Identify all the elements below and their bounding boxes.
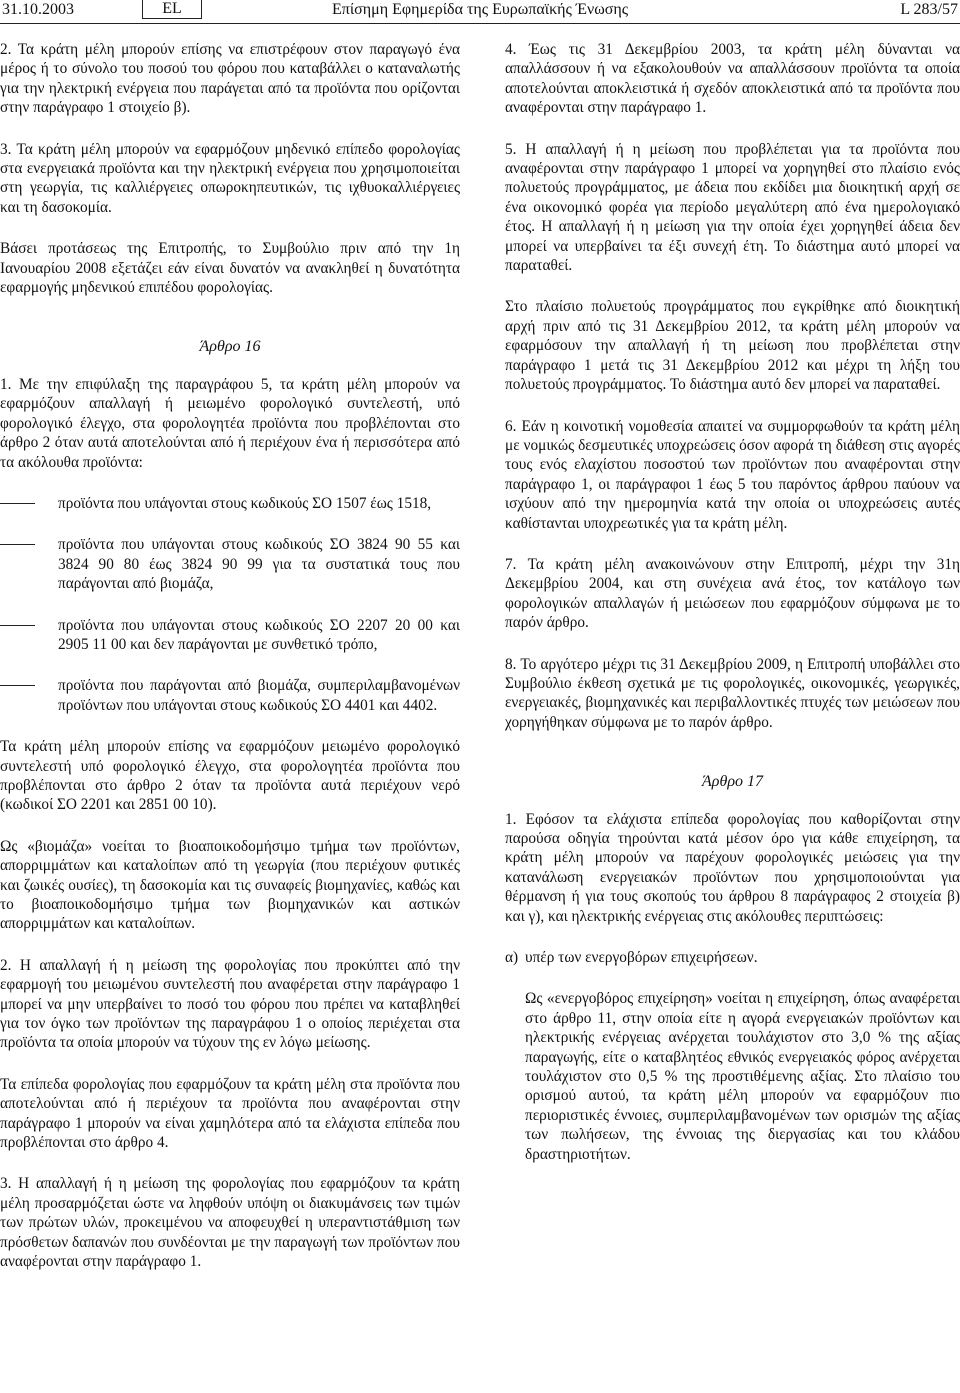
page-number: L 283/57 — [900, 1, 958, 18]
left-column — [0, 40, 460, 1294]
paragraph: 6. Εάν η κοινοτική νομοθεσία απαιτεί να συμμορφωθούν τα κράτη μέλη με νομικώς δεσμευτικές υποχρεώσεις όσον αφορά τη διάθεση στις αγορές τους ενός ελαχίστου ποσοστού των προϊόντων που αναφέρονται στην παράγραφο 1, οι παράγραφοι 1 έως 5 του παρόντος άρθρου παύουν να ισχύουν από την ημερομηνία κατά την οποία οι υποχρεώσεις αυτές καθίστανται υποχρεωτικές για τα κράτη μέλη. — [505, 417, 960, 532]
dash-list-item — [0, 676, 460, 715]
article-heading: Άρθρο 17 — [702, 773, 763, 791]
paragraph: Βάσει προτάσεως της Επιτροπής, το Συμβούλιο πριν από την 1η Ιανουαρίου 2008 εξετάζει εάν είναι δυνατόν να ανακληθεί η δυνατότητα εφαρμογής μηδενικού επιπέδου φορολογίας. — [0, 240, 460, 297]
right-column — [505, 40, 960, 1186]
paragraph: 1. Με την επιφύλαξη της παραγράφου 5, τα κράτη μέλη μπορούν να εφαρμόζουν απαλλαγή ή μειωμένο φορολογικό συντελεστή, υπό φορολογικό έλεγχο, στα φορολογητέα προϊόντα που προβλέπονται στο άρθρο 2 όταν αυτά αποτελούνται από ή περιέχουν ένα ή περισσότερα από τα ακόλουθα προϊόντα: — [0, 375, 460, 471]
journal-title: Επίσημη Εφημερίδα της Ευρωπαϊκής Ένωσης — [332, 1, 629, 18]
paragraph: 1. Εφόσον τα ελάχιστα επίπεδα φορολογίας που καθορίζονται στην παρούσα οδηγία τηρούνται κατά μέσον όρο για κάθε επιχείρηση, τα κράτη μέλη μπορούν να παρέχουν φορολογικές μειώσεις για την κατανάλωση ενεργειακών προϊόντων που χρησιμοποιούνται για θέρμανση ή για τους σκοπούς του άρθρου 8 παράγραφος 2 στοιχεία β) και γ), και ηλεκτρικής ενέργειας στις ακόλουθες περιπτώσεις: — [505, 810, 960, 925]
dash-list-item — [0, 616, 460, 655]
paragraph: 2. Η απαλλαγή ή η μείωση της φορολογίας που προκύπτει από την εφαρμογή του μειωμένου συντελεστή που αναφέρεται στην παράγραφο 1 μπορεί να μην υπερβαίνει το ποσό του φόρου που πρέπει να καταβληθεί για τον όγκο των προϊόντων της παραγράφου 1 ο οποίος περιέχεται στα προϊόντα τα οποία μπορούν να τύχουν της εν λόγω μείωσης. — [0, 956, 460, 1052]
list-item-text: προϊόντα που υπάγονται στους κωδικούς ΣΟ 1507 έως 1518, — [58, 494, 432, 512]
dash-mark — [0, 544, 35, 545]
page-header — [0, 0, 960, 22]
paragraph: 7. Τα κράτη μέλη ανακοινώνουν στην Επιτροπή, μέχρι την 31η Δεκεμβρίου 2004, και στη συνέχεια ανά έτος, τον κατάλογο των φορολογικών απαλλαγών ή μειώσεων που εφαρμόζουν σύμφωνα με το παρόν άρθρο. — [505, 555, 960, 632]
paragraph: 3. Τα κράτη μέλη μπορούν να εφαρμόζουν μηδενικό επίπεδο φορολογίας στα ενεργειακά προϊόντα και την ηλεκτρική ενέργεια που χρησιμοποιείται στη γεωργία, τις καλλιέργειες οπωροκηπευτικών, τις ιχθυοκαλλιέργειες και τη δασοκομία. — [0, 140, 460, 216]
header-date: 31.10.2003 — [2, 1, 74, 18]
paragraph: Στο πλαίσιο πολυετούς προγράμματος που εγκρίθηκε από διοικητική αρχή πριν από τις 31 Δεκεμβρίου 2012, τα κράτη μέλη μπορούν να εφαρμόσουν την απαλλαγή ή τη μείωση που προβλέπεται στην παράγραφο 1 μετά τις 31 Δεκεμβρίου 2012 και μέχρι τη λήξη του πολυετούς προγράμματος. Το διάστημα αυτό δεν μπορεί να παραταθεί. — [505, 298, 960, 394]
paragraph: Τα επίπεδα φορολογίας που εφαρμόζουν τα κράτη μέλη στα προϊόντα που αποτελούνται από ή περιέχουν τα προϊόντα που αναφέρονται στην παράγραφο 1 μπορούν να είναι χαμηλότερα από τα ελάχιστα επίπεδα που προβλέπονται στο άρθρο 4. — [0, 1075, 460, 1152]
dash-list-item — [0, 535, 460, 593]
sub-item-text: υπέρ των ενεργοβόρων επιχειρήσεων. — [525, 949, 758, 967]
sub-item-label: α) — [505, 949, 519, 967]
dash-mark — [0, 625, 35, 626]
dash-mark — [0, 503, 35, 504]
paragraph: 3. Η απαλλαγή ή η μείωση της φορολογίας που εφαρμόζουν τα κράτη μέλη προσαρμόζεται ώστε να ληφθούν υπόψη οι διακυμάνσεις των τιμών των πρώτων υλών, προκειμένου να αποφευχθεί η υπεραντιστάθμιση των πρόσθετων δαπανών που συνδέονται με την παραγωγή των προϊόντων που αναφέρονται στην παράγραφο 1. — [0, 1175, 460, 1271]
sub-item — [505, 948, 960, 967]
paragraph: 4. Έως τις 31 Δεκεμβρίου 2003, τα κράτη μέλη δύνανται να απαλλάσσουν ή να εξακολουθούν να απαλλάσσουν προϊόντα τα οποία αποτελούνται αποκλειστικά ή σχεδόν αποκλειστικά από τα προϊόντα που αναφέρονται στην παράγραφο 1. — [505, 41, 960, 117]
dash-mark — [0, 685, 35, 686]
article-heading: Άρθρο 16 — [199, 338, 261, 356]
paragraph: Τα κράτη μέλη μπορούν επίσης να εφαρμόζουν μειωμένο φορολογικό συντελεστή υπό φορολογικό έλεγχο, στα φορολογητέα προϊόντα που προβλέπονται στο άρθρο 2 όταν τα προϊόντα αυτά περιέχουν νερό (κωδικοί ΣΟ 2201 και 2851 00 10). — [0, 738, 460, 814]
list-item-text: προϊόντα που υπάγονται στους κωδικούς ΣΟ 2207 20 00 και 2905 11 00 και δεν παράγονται με συνθετικό τρόπο, — [58, 616, 460, 653]
header-rule — [0, 23, 960, 24]
paragraph: Ως «ενεργοβόρος επιχείρηση» νοείται η επιχείρηση, όπως αναφέρεται στο άρθρο 11, στην οποία είτε η αγορά ενεργειακών προϊόντων και ηλεκτρικής ενέργειας ανέρχεται τουλάχιστον στο 3,0 % της αξίας παραγωγής, είτε ο καταβλητέος εθνικός ενεργειακός φόρος ανέρχεται τουλάχιστον στο 0,5 % της προστιθέμενης αξίας. Στο πλαίσιο του ορισμού αυτού, τα κράτη μέλη μπορούν να εφαρμόζουν πιο περιοριστικές έννοιες, συμπεριλαμβανομένων των ορισμών της αξίας των πωλήσεων, της έννοιας της διεργασίας και του κλάδου δραστηριοτήτων. — [525, 990, 960, 1163]
dash-list-item — [0, 494, 460, 513]
paragraph: 2. Τα κράτη μέλη μπορούν επίσης να επιστρέφουν στον παραγωγό ένα μέρος ή το σύνολο του ποσού του φόρου που καταβάλλει ο καταναλωτής για την ηλεκτρική ενέργεια που παράγεται από τα προϊόντα που ορίζονται στην παράγραφο 1 στοιχείο β). — [0, 41, 460, 117]
paragraph: 5. Η απαλλαγή ή η μείωση που προβλέπεται για τα προϊόντα που αναφέρονται στην παράγραφο 1 μπορεί να χορηγηθεί στο πλαίσιο ενός πολυετούς προγράμματος, με άδεια που εκδίδει μια διοικητική αρχή σε ένα οικονομικό φορέα για περίοδο μεγαλύτερη από ένα ημερολογιακό έτος. Η απαλλαγή ή η μείωση για την οποία έχει χορηγηθεί άδεια δεν μπορεί να υπερβαίνει τα έξι συνεχή έτη. Το διάστημα αυτό μπορεί να παραταθεί. — [505, 140, 960, 275]
language-box: EL — [142, 0, 202, 19]
paragraph: 8. Το αργότερο μέχρι τις 31 Δεκεμβρίου 2009, η Επιτροπή υποβάλλει στο Συμβούλιο έκθεση σχετικά με τις φορολογικές, οικονομικές, γεωργικές, ενεργειακές, βιομηχανικές και περιβαλλοντικές πτυχές των μειώσεων που χορηγήθηκαν σύμφωνα με το παρόν άρθρο. — [505, 655, 960, 731]
list-item-text: προϊόντα που παράγονται από βιομάζα, συμπεριλαμβανομένων προϊόντων που υπάγονται στους κωδικούς ΣΟ 4401 και 4402. — [58, 677, 460, 714]
paragraph: Ως «βιομάζα» νοείται το βιοαποικοδομήσιμο τμήμα των προϊόντων, απορριμμάτων και καταλοίπων από τη γεωργία (που περιέχουν φυτικές και ζωικές ουσίες), τη δασοκομία και τις συναφείς βιομηχανίες, καθώς και το βιοαποικοδομήσιμο τμήμα των βιομηχανικών και αστικών απορριμμάτων και καταλοίπων. — [0, 837, 460, 933]
list-item-text: προϊόντα που υπάγονται στους κωδικούς ΣΟ 3824 90 55 και 3824 90 80 έως 3824 90 99 για τα συστατικά τους που παράγονται από βιομάζα, — [58, 536, 460, 593]
